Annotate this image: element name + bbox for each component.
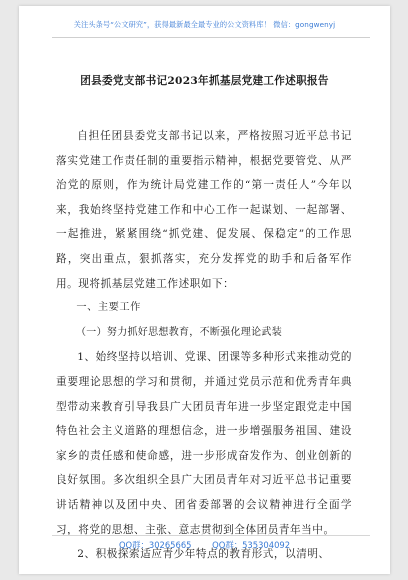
document-body [56,124,352,567]
subsection-heading: （一）努力抓好思想教育，不断强化理论武装 [76,326,282,338]
header-divider [52,37,370,38]
document-page [19,6,390,574]
body-paragraph-2: 2、积极探索适应青少年特点的教育形式，以清明、 [77,548,330,561]
intro-paragraph: 自担任团县委党支部书记以来，严格按照习近平总书记落实党建工作责任制的重要指示精神，根据党要管党、从严治党的原则，作为统计局党建工作的“第一责任人”今年以来，我始终坚持党建工作和中心工作一起谋划、一起部署、一起推进，紧紧围绕“抓党建、促发展、保稳定”的工作思路，突出重点，狠抓落实，充分发挥党的助手和后备军作用。现将抓基层党建工作述职如下： [56,130,352,290]
section-heading: 一、主要工作 [76,302,141,314]
body-paragraph-1: 1、始终坚持以培训、党课、团课等多种形式来推动党的重要理论思想的学习和贯彻，并通过党员示范和优秀青年典型带动来教育引导我县广大团员青年进一步坚定跟党走中国特色社会主义道路的理想信念，进一步增强服务祖国、建设家乡的责任感和使命感，进一步形成奋发作为、创业创新的良好氛围。多次组织全县广大团员青年对习近平总书记重要讲话精神以及团中央、团省委部署的会议精神进行全面学习，将党的思想、主张、意志贯彻到全体团员青年当中。 [56,351,352,536]
footer-divider [52,535,370,536]
header-banner: 关注头条号“公文研究”，获得最新最全最专业的公文资料库！ 微信：gongwenyj [73,20,336,29]
footer-contacts: QQ群：30265665 QQ群：535304092 [118,540,291,550]
document-title: 团县委党支部书记2023年抓基层党建工作述职报告 [80,75,329,87]
